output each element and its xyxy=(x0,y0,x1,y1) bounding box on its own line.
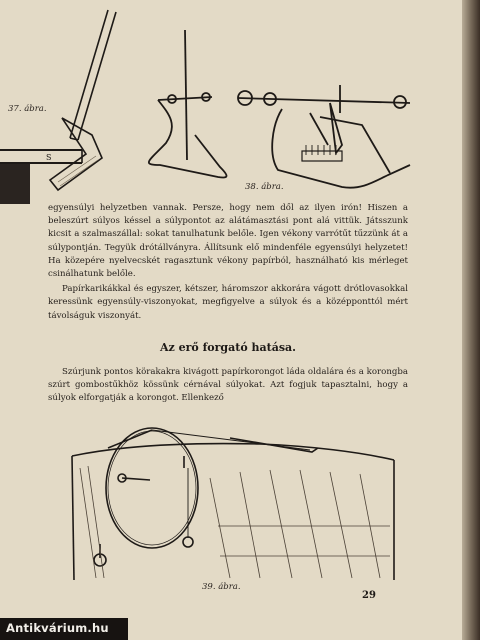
paragraph: egyensúlyi helyzetben vannak. Persze, hogy nem dől az ilyen irón! Hiszen a beleszúrt súlyos késsel a súlypontot az alátámasztási pont alá vittük. Játsszunk kicsit a szalmaszállal: sokat tanulhatunk belőle. Igen vékony varrótűt tűzzünk át a súlypontján. Tegyük drótállványra. Állítsunk elő mindenféle egyensúlyi helyzetet! Ha közepére nyelvecskét ragasztunk vékony papírból, használható kis mérleget csinálhatunk belőle. xyxy=(48,203,408,280)
watermark-text: Antikvárium.hu xyxy=(6,621,109,635)
page-number: 29 xyxy=(362,590,376,601)
figure-38-caption: 38. ábra. xyxy=(245,182,284,192)
figure-37-illustration xyxy=(0,0,120,205)
figure-39-illustration xyxy=(60,408,400,588)
figure-37-caption: 37. ábra. xyxy=(8,104,47,114)
figure-38-illustration xyxy=(110,25,420,195)
figure-37-label: S xyxy=(46,153,52,162)
body-text xyxy=(48,202,408,323)
section-heading: Az erő forgató hatása. xyxy=(160,341,296,354)
body-text-continued xyxy=(48,366,408,406)
paragraph: Papírkarikákkal és egyszer, kétszer, háromszor akkorára vágott drótlovasokkal keressünk egyensúly-viszonyokat, megfigyelve a súlyok és a középponttól mért távolságuk viszonyát. xyxy=(48,284,408,321)
paragraph: Szúrjunk pontos körakakra kivágott papírkorongot láda oldalára és a korongba szúrt gombostűkhöz kössünk cérnával súlyokat. Azt fogjuk tapasztalni, hogy a súlyok elforgatják a korongot. Ellenkező xyxy=(48,367,408,404)
figure-39-caption: 39. ábra. xyxy=(202,582,241,592)
page-edge-shadow xyxy=(462,0,480,640)
